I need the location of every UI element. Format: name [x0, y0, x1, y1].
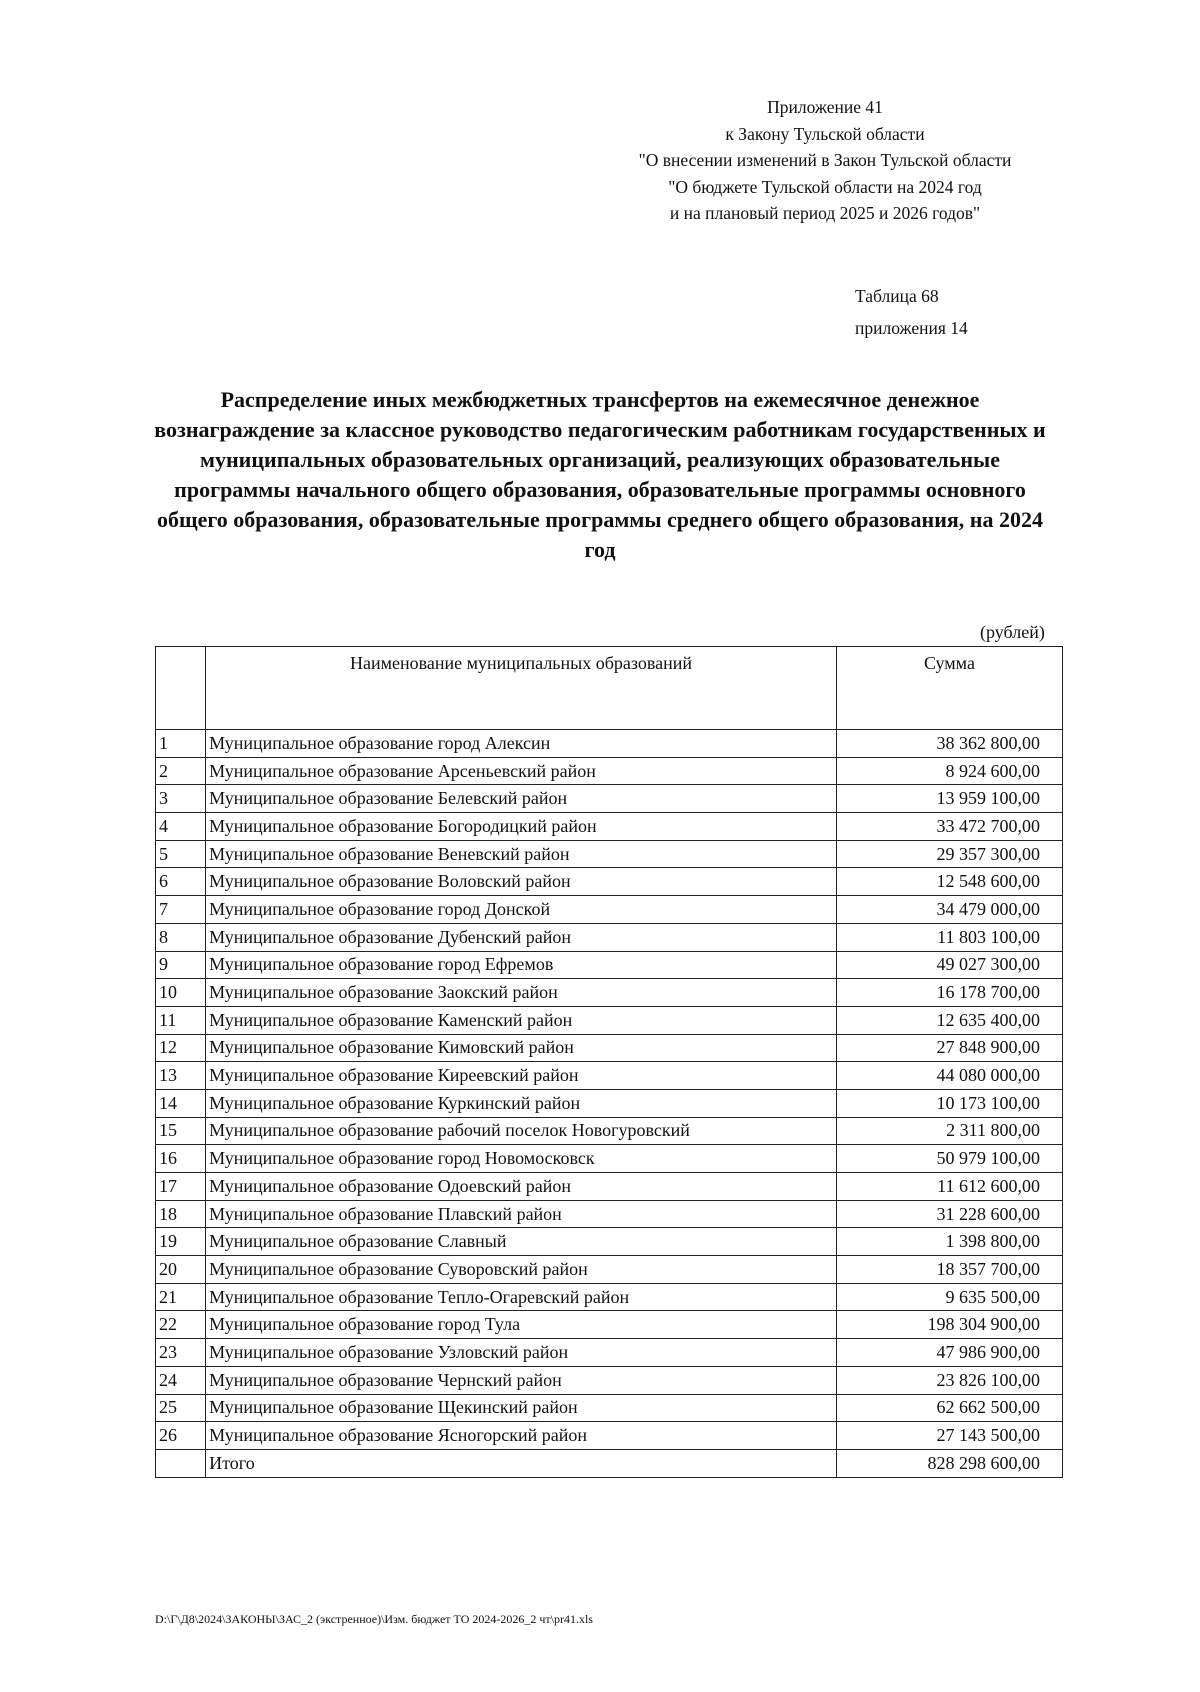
table-row: [156, 1311, 1063, 1339]
municipality-name: Муниципальное образование Тепло-Огаревский район: [206, 1283, 837, 1311]
amount: 198 304 900,00: [836, 1311, 1062, 1339]
table-row: [156, 1256, 1063, 1284]
table-row: [156, 951, 1063, 979]
table-row: [156, 1228, 1063, 1256]
row-number: 21: [156, 1283, 206, 1311]
table-row: [156, 1145, 1063, 1173]
row-number: 6: [156, 868, 206, 896]
municipality-name: Муниципальное образование Куркинский район: [206, 1089, 837, 1117]
row-number: 1: [156, 730, 206, 758]
table-row: [156, 1283, 1063, 1311]
municipality-name: Муниципальное образование Богородицкий район: [206, 813, 837, 841]
amount: 31 228 600,00: [836, 1200, 1062, 1228]
municipality-name: Муниципальное образование Щекинский район: [206, 1394, 837, 1422]
file-path-footer: D:\Г\Д8\2024\ЗАКОНЫ\ЗАС_2 (экстренное)\Изм. бюджет ТО 2024-2026_2 чт\pr41.xls: [155, 1612, 593, 1626]
amount: 27 143 500,00: [836, 1422, 1062, 1450]
row-number: 23: [156, 1339, 206, 1367]
amount: 16 178 700,00: [836, 979, 1062, 1007]
appendix-line: Приложение 41: [767, 97, 883, 117]
row-number: [156, 1449, 206, 1477]
row-number: 19: [156, 1228, 206, 1256]
amount: 10 173 100,00: [836, 1089, 1062, 1117]
municipality-name: Муниципальное образование Суворовский район: [206, 1256, 837, 1284]
amount: 29 357 300,00: [836, 840, 1062, 868]
table-row: [156, 1062, 1063, 1090]
amount: 9 635 500,00: [836, 1283, 1062, 1311]
municipality-name: Муниципальное образование Каменский район: [206, 1006, 837, 1034]
appendix-block: [560, 94, 1090, 227]
municipality-name: Муниципальное образование Узловский район: [206, 1339, 837, 1367]
municipality-name: Итого: [206, 1449, 837, 1477]
municipality-name: Муниципальное образование Заокский район: [206, 979, 837, 1007]
row-number: 2: [156, 757, 206, 785]
row-number: 16: [156, 1145, 206, 1173]
table-reference: [855, 280, 968, 344]
amount: 33 472 700,00: [836, 813, 1062, 841]
municipality-name: Муниципальное образование Кимовский район: [206, 1034, 837, 1062]
table-row: [156, 813, 1063, 841]
distribution-table: [155, 646, 1063, 1478]
amount: 47 986 900,00: [836, 1339, 1062, 1367]
table-row: [156, 1173, 1063, 1201]
row-number: 10: [156, 979, 206, 1007]
municipality-name: Муниципальное образование рабочий поселок Новогуровский: [206, 1117, 837, 1145]
municipality-name: Муниципальное образование Киреевский район: [206, 1062, 837, 1090]
row-number: 17: [156, 1173, 206, 1201]
row-number: 11: [156, 1006, 206, 1034]
appendix-line: и на плановый период 2025 и 2026 годов": [669, 203, 981, 223]
municipality-name: Муниципальное образование Воловский район: [206, 868, 837, 896]
table-row: [156, 1422, 1063, 1450]
municipality-name: Муниципальное образование город Алексин: [206, 730, 837, 758]
table-row: [156, 840, 1063, 868]
amount: 13 959 100,00: [836, 785, 1062, 813]
amount: 27 848 900,00: [836, 1034, 1062, 1062]
document-title: Распределение иных межбюджетных трансфертов на ежемесячное денежное вознаграждение за классное руководство педагогическим работникам государственных и муниципальных образовательных организаций, реализующих образовательные программы начального общего образования, образовательные программы основного общего образования, образовательные программы среднего общего образования, на 2024 год: [154, 387, 1046, 562]
municipality-name: Муниципальное образование Дубенский район: [206, 923, 837, 951]
row-number: 15: [156, 1117, 206, 1145]
row-number: 7: [156, 896, 206, 924]
municipality-name: Муниципальное образование город Ефремов: [206, 951, 837, 979]
table-row: [156, 896, 1063, 924]
row-number: 14: [156, 1089, 206, 1117]
header-sum: Сумма: [836, 647, 1062, 730]
municipality-name: Муниципальное образование город Тула: [206, 1311, 837, 1339]
table-row: [156, 785, 1063, 813]
table-row: [156, 1034, 1063, 1062]
table-row: [156, 1117, 1063, 1145]
municipality-name: Муниципальное образование Плавский район: [206, 1200, 837, 1228]
table-row: [156, 1339, 1063, 1367]
row-number: 22: [156, 1311, 206, 1339]
table-row: [156, 868, 1063, 896]
table-row: [156, 757, 1063, 785]
municipality-name: Муниципальное образование Чернский район: [206, 1366, 837, 1394]
municipality-name: Муниципальное образование город Новомосковск: [206, 1145, 837, 1173]
row-number: 3: [156, 785, 206, 813]
row-number: 20: [156, 1256, 206, 1284]
table-row: [156, 730, 1063, 758]
amount: 49 027 300,00: [836, 951, 1062, 979]
municipality-name: Муниципальное образование Веневский район: [206, 840, 837, 868]
municipality-name: Муниципальное образование Ясногорский район: [206, 1422, 837, 1450]
amount: 38 362 800,00: [836, 730, 1062, 758]
table-row: [156, 923, 1063, 951]
municipality-name: Муниципальное образование Славный: [206, 1228, 837, 1256]
amount: 2 311 800,00: [836, 1117, 1062, 1145]
table-row: [156, 1200, 1063, 1228]
amount: 12 548 600,00: [836, 868, 1062, 896]
row-number: 24: [156, 1366, 206, 1394]
table-row: [156, 1006, 1063, 1034]
amount: 11 803 100,00: [836, 923, 1062, 951]
total-row: [156, 1449, 1063, 1477]
amount: 44 080 000,00: [836, 1062, 1062, 1090]
amount: 18 357 700,00: [836, 1256, 1062, 1284]
row-number: 12: [156, 1034, 206, 1062]
table-body: [156, 730, 1063, 1478]
row-number: 26: [156, 1422, 206, 1450]
header-name: Наименование муниципальных образований: [206, 647, 837, 730]
unit-label: (рублей): [980, 622, 1045, 642]
row-number: 13: [156, 1062, 206, 1090]
row-number: 5: [156, 840, 206, 868]
appendix-line: к Закону Тульской области: [725, 123, 925, 144]
table-header-row: [156, 647, 1063, 730]
amount: 50 979 100,00: [836, 1145, 1062, 1173]
amount: 23 826 100,00: [836, 1366, 1062, 1394]
municipality-name: Муниципальное образование город Донской: [206, 896, 837, 924]
row-number: 25: [156, 1394, 206, 1422]
table-ref-line: Таблица 68: [855, 286, 939, 306]
municipality-name: Муниципальное образование Белевский район: [206, 785, 837, 813]
appendix-line: "О бюджете Тульской области на 2024 год: [668, 176, 982, 197]
amount: 62 662 500,00: [836, 1394, 1062, 1422]
municipality-name: Муниципальное образование Одоевский район: [206, 1173, 837, 1201]
amount: 11 612 600,00: [836, 1173, 1062, 1201]
table-row: [156, 1394, 1063, 1422]
amount: 34 479 000,00: [836, 896, 1062, 924]
amount: 1 398 800,00: [836, 1228, 1062, 1256]
amount: 12 635 400,00: [836, 1006, 1062, 1034]
header-number: [156, 647, 206, 730]
row-number: 18: [156, 1200, 206, 1228]
table-ref-line: приложения 14: [855, 318, 968, 338]
amount: 828 298 600,00: [836, 1449, 1062, 1477]
row-number: 9: [156, 951, 206, 979]
amount: 8 924 600,00: [836, 757, 1062, 785]
row-number: 4: [156, 813, 206, 841]
table-row: [156, 1366, 1063, 1394]
appendix-line: "О внесении изменений в Закон Тульской области: [638, 150, 1012, 170]
row-number: 8: [156, 923, 206, 951]
municipality-name: Муниципальное образование Арсеньевский район: [206, 757, 837, 785]
table-row: [156, 1089, 1063, 1117]
table-row: [156, 979, 1063, 1007]
